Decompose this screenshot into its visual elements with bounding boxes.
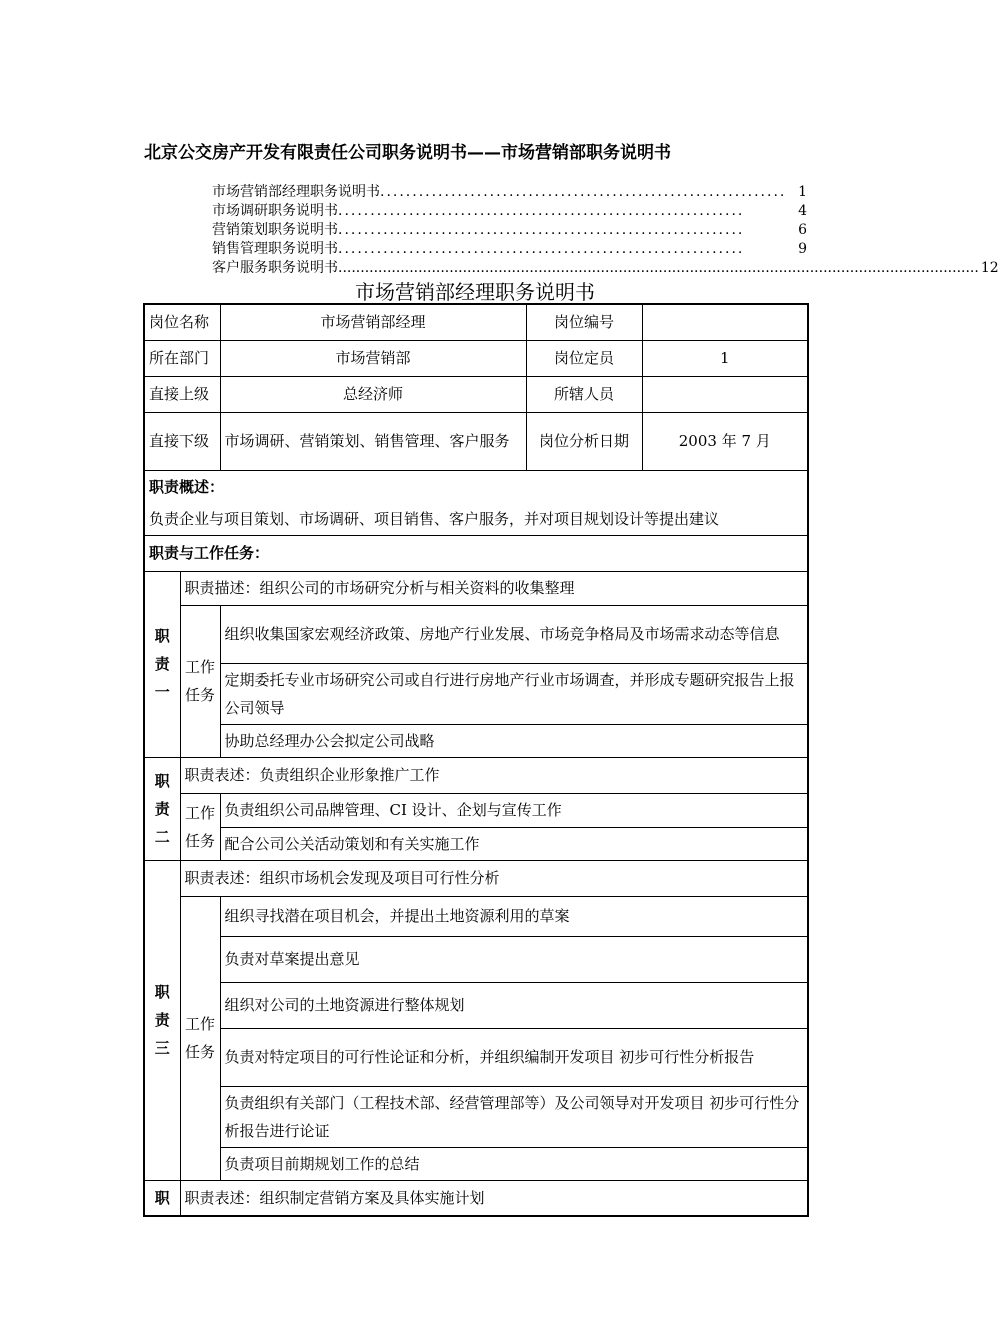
toc-entry-label: 营销策划职务说明书 — [212, 222, 338, 238]
duty-label: 职责三 — [144, 860, 180, 1180]
analysis-date-label: 岗位分析日期 — [526, 412, 642, 470]
subordinates-label: 所辖人员 — [526, 376, 642, 412]
task-label: 工作任务 — [180, 896, 220, 1180]
task-row — [144, 936, 808, 982]
superior-label: 直接上级 — [144, 376, 220, 412]
toc-entry[interactable] — [212, 259, 999, 278]
summary-heading: 职责概述： — [144, 470, 808, 503]
toc-entry-label: 市场调研职务说明书 — [212, 203, 338, 219]
duty-row — [144, 571, 808, 605]
direct-sub-value: 市场调研、营销策划、销售管理、客户服务 — [220, 412, 526, 470]
toc-entry-page: 12 — [980, 260, 999, 276]
task-item: 协助总经理办公会拟定公司战略 — [220, 724, 808, 757]
toc-entry-page: 1 — [798, 184, 807, 200]
task-item: 组织收集国家宏观经济政策、房地产行业发展、市场竞争格局及市场需求动态等信息 — [220, 605, 808, 663]
quota-label: 岗位定员 — [526, 340, 642, 376]
duty-row — [144, 860, 808, 896]
toc-entry-page: 4 — [798, 203, 807, 219]
info-row — [144, 304, 808, 340]
duty-desc: 职责描述：组织公司的市场研究分析与相关资料的收集整理 — [180, 571, 808, 605]
info-row — [144, 376, 808, 412]
duty-label: 职责二 — [144, 757, 180, 860]
toc-leader-dots: ............................................................... — [380, 184, 787, 200]
duty-desc: 职责表述：组织制定营销方案及具体实施计划 — [180, 1180, 808, 1216]
duty-row — [144, 757, 808, 793]
task-item: 负责对草案提出意见 — [220, 936, 808, 982]
post-no-value — [642, 304, 808, 340]
quota-value: 1 — [642, 340, 808, 376]
direct-sub-label: 直接下级 — [144, 412, 220, 470]
task-item: 配合公司公关活动策划和有关实施工作 — [220, 827, 808, 860]
toc-entry-label: 销售管理职务说明书 — [212, 241, 338, 257]
info-row — [144, 412, 808, 470]
task-item: 负责项目前期规划工作的总结 — [220, 1147, 808, 1180]
duty-row — [144, 1180, 808, 1216]
task-row — [144, 1086, 808, 1147]
toc-leader-dots: ............................................................... — [338, 203, 745, 219]
task-label: 工作任务 — [180, 793, 220, 860]
toc-leader-dots: ................................................................................................................................................ — [338, 260, 979, 276]
toc-entry[interactable] — [212, 240, 807, 259]
task-row — [144, 982, 808, 1028]
post-no-label: 岗位编号 — [526, 304, 642, 340]
duty-desc: 职责表述：负责组织企业形象推广工作 — [180, 757, 808, 793]
toc-leader-dots: ............................................................... — [338, 241, 745, 257]
page-title: 北京公交房产开发有限责任公司职务说明书——市场营销部职务说明书 — [144, 143, 671, 163]
toc-entry[interactable] — [212, 221, 807, 240]
task-item: 负责对特定项目的可行性论证和分析，并组织编制开发项目 初步可行性分析报告 — [220, 1028, 808, 1086]
dept-value: 市场营销部 — [220, 340, 526, 376]
duties-heading-row — [144, 535, 808, 571]
task-row — [144, 1028, 808, 1086]
summary-text: 负责企业与项目策划、市场调研、项目销售、客户服务，并对项目规划设计等提出建议 — [144, 503, 808, 536]
job-description-title: 市场营销部经理职务说明书 — [355, 280, 595, 304]
post-name-label: 岗位名称 — [144, 304, 220, 340]
info-row — [144, 340, 808, 376]
task-row — [144, 827, 808, 860]
task-row — [144, 793, 808, 827]
task-item: 负责组织有关部门（工程技术部、经营管理部等）及公司领导对开发项目 初步可行性分析报告进行论证 — [220, 1086, 808, 1147]
duty-desc: 职责表述：组织市场机会发现及项目可行性分析 — [180, 860, 808, 896]
superior-value: 总经济师 — [220, 376, 526, 412]
summary-heading-row — [144, 470, 808, 503]
toc-leader-dots: ............................................................... — [338, 222, 745, 238]
subordinates-value — [642, 376, 808, 412]
task-row — [144, 1147, 808, 1180]
post-name-value: 市场营销部经理 — [220, 304, 526, 340]
toc-entry-label: 客户服务职务说明书 — [212, 260, 338, 276]
duties-heading: 职责与工作任务： — [144, 535, 808, 571]
table-of-contents — [212, 183, 999, 278]
analysis-date-value: 2003 年 7 月 — [642, 412, 808, 470]
task-row — [144, 663, 808, 724]
task-item: 组织对公司的土地资源进行整体规划 — [220, 982, 808, 1028]
task-item: 定期委托专业市场研究公司或自行进行房地产行业市场调查，并形成专题研究报告上报公司领导 — [220, 663, 808, 724]
toc-entry-page: 6 — [798, 222, 807, 238]
toc-entry-label: 市场营销部经理职务说明书 — [212, 184, 380, 200]
job-description-table — [143, 303, 809, 1217]
toc-entry[interactable] — [212, 202, 807, 221]
duty-label: 职责一 — [144, 571, 180, 757]
task-row — [144, 896, 808, 936]
task-label: 工作任务 — [180, 605, 220, 757]
toc-entry[interactable] — [212, 183, 807, 202]
toc-entry-page: 9 — [798, 241, 807, 257]
dept-label: 所在部门 — [144, 340, 220, 376]
task-row — [144, 724, 808, 757]
task-item: 负责组织公司品牌管理、CI 设计、企划与宣传工作 — [220, 793, 808, 827]
task-row — [144, 605, 808, 663]
summary-text-row — [144, 503, 808, 536]
task-item: 组织寻找潜在项目机会，并提出土地资源利用的草案 — [220, 896, 808, 936]
duty-label: 职 — [144, 1180, 180, 1216]
